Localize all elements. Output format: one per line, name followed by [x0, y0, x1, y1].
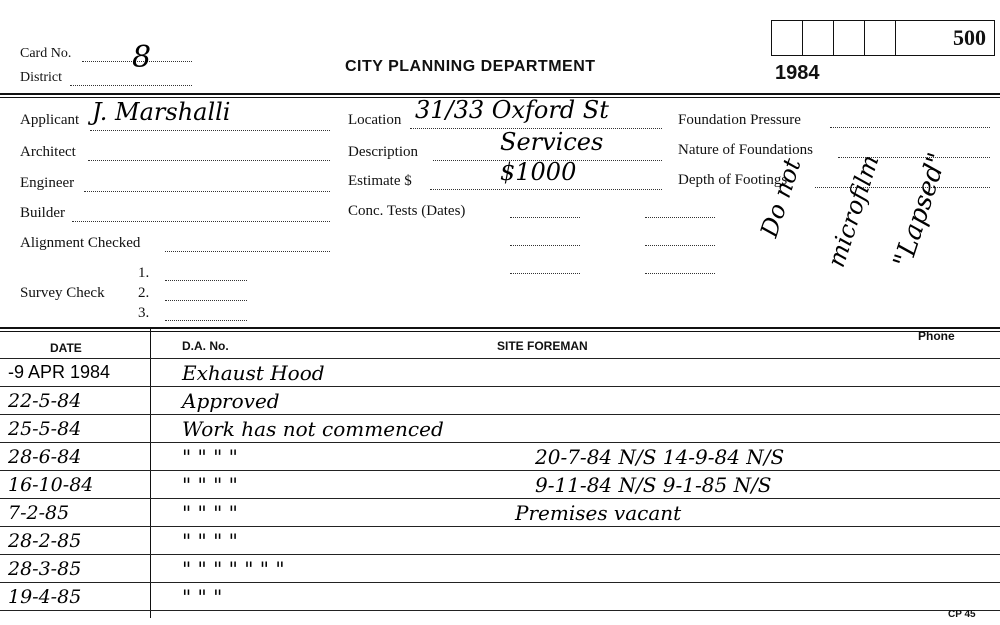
table-row-date: 28-6-84 [8, 446, 82, 468]
table-row-followup: 20-7-84 N/S 14-9-84 N/S [535, 445, 785, 469]
table-row-date: -9 APR 1984 [8, 362, 111, 382]
table-row-followup: Premises vacant [515, 501, 682, 525]
conc-line-1 [510, 217, 580, 218]
conc-line-3 [510, 273, 580, 274]
form-code: CP 45 [948, 609, 976, 620]
alignment-label: Alignment Checked [20, 235, 141, 251]
table-row-date: 7-2-85 [8, 502, 70, 524]
number-box-value [895, 20, 995, 56]
table-row-line [0, 498, 1000, 499]
applicant-line [90, 130, 330, 131]
table-row-entry: " " " " [182, 529, 238, 553]
engineer-label: Engineer [20, 175, 75, 191]
location-label: Location [348, 112, 402, 128]
applicant-value: J. Marshalli [92, 98, 231, 126]
builder-label: Builder [20, 205, 65, 221]
conc-line-6 [645, 273, 715, 274]
table-row-line [0, 554, 1000, 555]
alignment-line [165, 251, 330, 252]
department-title: CITY PLANNING DEPARTMENT [345, 58, 596, 75]
number-box-1 [771, 20, 803, 56]
depth-line [815, 187, 990, 188]
table-row-followup: 9-11-84 N/S 9-1-85 N/S [535, 473, 772, 497]
survey-label: Survey Check [20, 285, 105, 301]
table-row-date: 28-3-85 [8, 558, 82, 580]
number-box-2 [802, 20, 834, 56]
table-row-entry: Approved [182, 389, 280, 413]
location-value: 31/33 Oxford St [415, 96, 609, 124]
number-box-4 [864, 20, 896, 56]
table-row-date: 25-5-84 [8, 418, 82, 440]
table-row-entry: " " " [182, 585, 223, 609]
architect-line [88, 160, 330, 161]
table-row-line [0, 526, 1000, 527]
depth-of-footings-label: Depth of Footings [678, 172, 788, 188]
conc-tests-label: Conc. Tests (Dates) [348, 203, 466, 219]
card-no-label: Card No. [20, 46, 72, 61]
survey-1-line [165, 280, 247, 281]
survey-2-line [165, 300, 247, 301]
description-value: Services [500, 128, 604, 156]
estimate-label: Estimate $ [348, 173, 412, 189]
card-number: 500 [953, 25, 986, 50]
date-column-divider [150, 328, 151, 618]
number-box-3 [833, 20, 865, 56]
description-label: Description [348, 144, 418, 160]
site-foreman-column-header: SITE FOREMAN [497, 339, 588, 353]
builder-line [72, 221, 330, 222]
table-row-date: 16-10-84 [8, 474, 94, 496]
table-row-entry: " " " " [182, 473, 238, 497]
survey-3-label: 3. [138, 305, 150, 321]
table-row-entry: Exhaust Hood [182, 361, 325, 385]
table-row-line [0, 610, 1000, 611]
card-no-value: 8 [132, 40, 152, 75]
estimate-value: $1000 [500, 158, 577, 186]
table-header-line [0, 358, 1000, 359]
applicant-label: Applicant [20, 112, 80, 128]
conc-line-4 [645, 217, 715, 218]
foundation-pressure-line [830, 127, 990, 128]
table-row-entry: Work has not commenced [182, 417, 444, 441]
table-row-date: 22-5-84 [8, 390, 82, 412]
table-row-date: 28-2-85 [8, 530, 82, 552]
annotation-do-not: Do not [755, 155, 807, 241]
foundation-pressure-label: Foundation Pressure [678, 112, 801, 128]
table-row-line [0, 582, 1000, 583]
table-row-line [0, 386, 1000, 387]
table-row-line [0, 442, 1000, 443]
annotation-microfilm: microfilm [822, 151, 885, 271]
survey-1-label: 1. [138, 265, 150, 281]
table-row-date: 19-4-85 [8, 586, 82, 608]
date-column-header: DATE [50, 341, 82, 355]
engineer-line [84, 191, 330, 192]
annotation-lapsed: "Lapsed" [888, 149, 954, 272]
conc-line-5 [645, 245, 715, 246]
header-rule-top [0, 93, 1000, 95]
estimate-line [430, 189, 662, 190]
table-row-entry: " " " " [182, 501, 238, 525]
survey-3-line [165, 320, 247, 321]
conc-line-2 [510, 245, 580, 246]
table-row-line [0, 470, 1000, 471]
architect-label: Architect [20, 144, 76, 160]
survey-2-label: 2. [138, 285, 150, 301]
table-row-entry: " " " " [182, 445, 238, 469]
nature-of-foundations-label: Nature of Foundations [678, 142, 813, 158]
table-row-entry: " " " " " " " [182, 557, 285, 581]
da-no-column-header: D.A. No. [182, 339, 229, 353]
year-label: 1984 [775, 62, 820, 84]
district-line [70, 85, 192, 86]
table-row-line [0, 414, 1000, 415]
district-label: District [20, 70, 62, 85]
phone-column-header: Phone [918, 329, 955, 343]
